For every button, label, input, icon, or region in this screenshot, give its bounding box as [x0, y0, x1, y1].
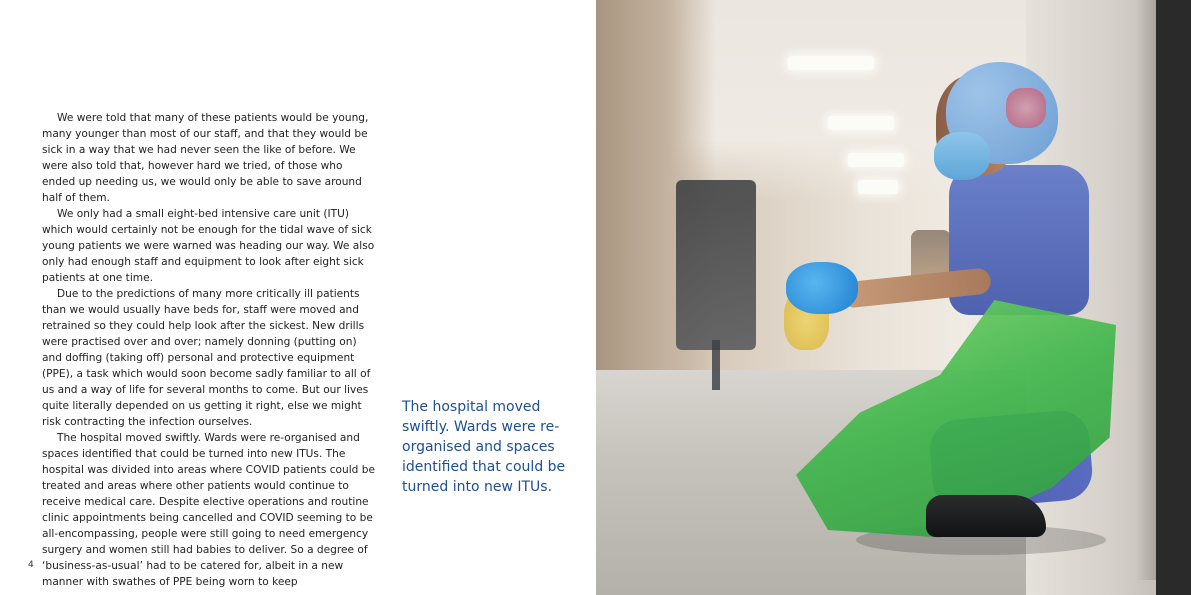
- photo-medical-machine: [676, 180, 756, 350]
- body-text: [42, 110, 378, 590]
- page-number: 4: [28, 560, 34, 570]
- ceiling-light: [828, 116, 894, 130]
- ceiling-light: [788, 56, 874, 70]
- paragraph: The hospital moved swiftly. Wards were re-organised and spaces identified that could be turned into new ITUs. The hospital was divided into areas where COVID patients could be treated and areas where other patients would continue to receive medical care. Despite elective operations and routine clinic appointments being cancelled and COVID seeming to be all-encompassing, people were still going to need emergency surgery and women still had babies to deliver. So a degree of ‘business-as-usual’ had to be catered for, albeit in a new manner with swathes of PPE being worn to keep: [42, 432, 375, 588]
- paragraph: We only had a small eight-bed intensive care unit (ITU) which would certainly not be enough for the tidal wave of sick young patients we were warned was heading our way. We also only had enough staff and equipment to look after eight sick patients at one time.: [42, 208, 375, 284]
- photo-dark-edge: [1156, 0, 1191, 595]
- ceiling-light: [858, 180, 898, 194]
- paragraph: We were told that many of these patients would be young, many younger than most of our staff, and that they would be sick in a way that we had never seen the like of before. We were also told that, however hard we tried, of those who ended up needing us, we would only be able to save around half of them.: [42, 112, 369, 204]
- photo-cap-pattern: [1006, 88, 1046, 128]
- photo-blue-glove: [786, 262, 858, 314]
- paragraph: Due to the predictions of many more critically ill patients than we would usually have beds for, staff were moved and retrained so they could help look after the sickest. New drills were practised over and over; namely donning (putting on) and doffing (taking off) personal and protective equipment (PPE), a task which would soon become sadly familiar to all of us and a way of life for several months to come. But our lives quite literally depended on us getting it right, else we might risk contracting the infection ourselves.: [42, 288, 371, 428]
- pull-quote: The hospital moved swiftly. Wards were re-organised and spaces identified that could be turned into new ITUs.: [402, 399, 566, 495]
- photo-door-frame: [1134, 0, 1156, 580]
- photo-nurse-in-corridor: [596, 0, 1191, 595]
- ceiling-light: [848, 153, 904, 167]
- photo-machine-stand: [712, 340, 720, 390]
- photo-face-mask: [934, 132, 990, 180]
- photo-black-shoe: [926, 495, 1046, 537]
